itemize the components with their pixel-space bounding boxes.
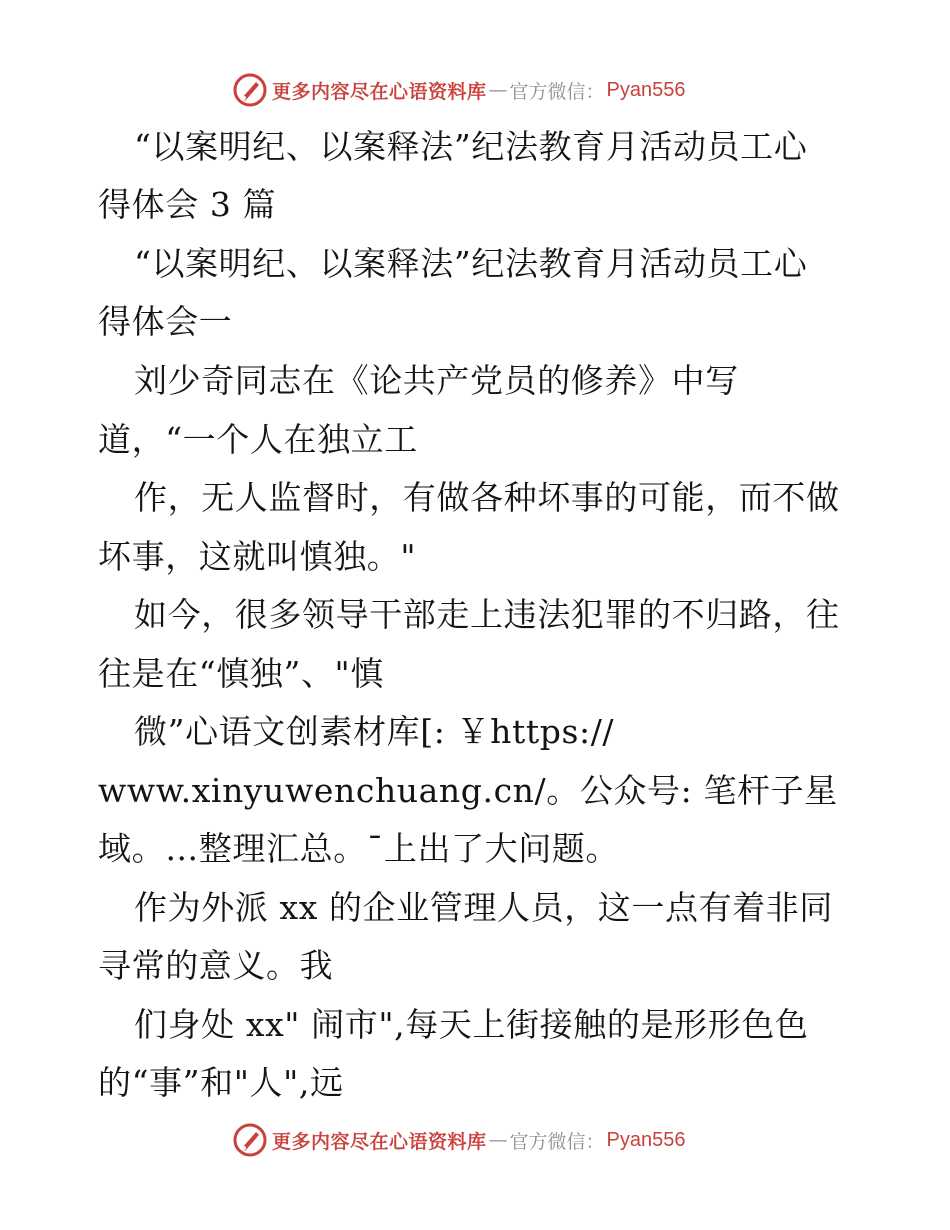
paragraph-line: 如今，很多领导干部走上违法犯罪的不归路，往 bbox=[134, 595, 840, 634]
pen-logo-icon bbox=[232, 72, 268, 108]
title-line-2: 得体会 3 篇 bbox=[98, 185, 277, 224]
watermark-account: Pyan556 bbox=[606, 78, 686, 101]
paragraph-line: 作，无人监督时，有做各种坏事的可能，而不做 bbox=[134, 478, 840, 517]
subtitle-line-1: “以案明纪、以案释法”纪法教育月活动员工心 bbox=[134, 244, 808, 283]
paragraph-line: 作为外派 xx 的企业管理人员，这一点有着非同 bbox=[134, 888, 834, 927]
paragraph-line: www.xinyuwenchuang.cn/。公众号: 笔杆子星 bbox=[98, 771, 838, 810]
paragraph-line: 坏事，这就叫慎独。" bbox=[98, 537, 417, 576]
watermark-brand: 更多内容尽在心语资料库 bbox=[272, 80, 487, 103]
paragraph-line: 域。…整理汇总。¯上出了大问题。 bbox=[98, 829, 620, 868]
paragraph-line: 微”心语文创素材库[: ￥https:// bbox=[134, 712, 615, 751]
title-line-1: “以案明纪、以案释法”纪法教育月活动员工心 bbox=[134, 127, 808, 166]
pen-logo-icon bbox=[232, 1122, 268, 1158]
watermark-account: Pyan556 bbox=[606, 1128, 686, 1151]
paragraph-line: 往是在“慎独”、"慎 bbox=[98, 654, 384, 693]
watermark-dash: — bbox=[488, 79, 508, 101]
watermark-official-label: 官方微信： bbox=[509, 1130, 605, 1153]
subtitle-line-2: 得体会一 bbox=[98, 302, 233, 341]
watermark-dash: — bbox=[488, 1129, 508, 1151]
paragraph-line: 道，“一个人在独立工 bbox=[98, 420, 418, 459]
footer-watermark bbox=[232, 1122, 686, 1158]
watermark-brand: 更多内容尽在心语资料库 bbox=[272, 1130, 487, 1153]
watermark-official-label: 官方微信： bbox=[509, 80, 605, 103]
paragraph-line: 寻常的意义。我 bbox=[98, 946, 334, 985]
paragraph-line: 们身处 xx" 闹市",每天上街接触的是形形色色 bbox=[134, 1005, 809, 1044]
header-watermark bbox=[232, 72, 686, 108]
paragraph-line: 刘少奇同志在《论共产党员的修养》中写 bbox=[134, 361, 739, 400]
paragraph-line: 的“事”和"人",远 bbox=[98, 1063, 344, 1102]
